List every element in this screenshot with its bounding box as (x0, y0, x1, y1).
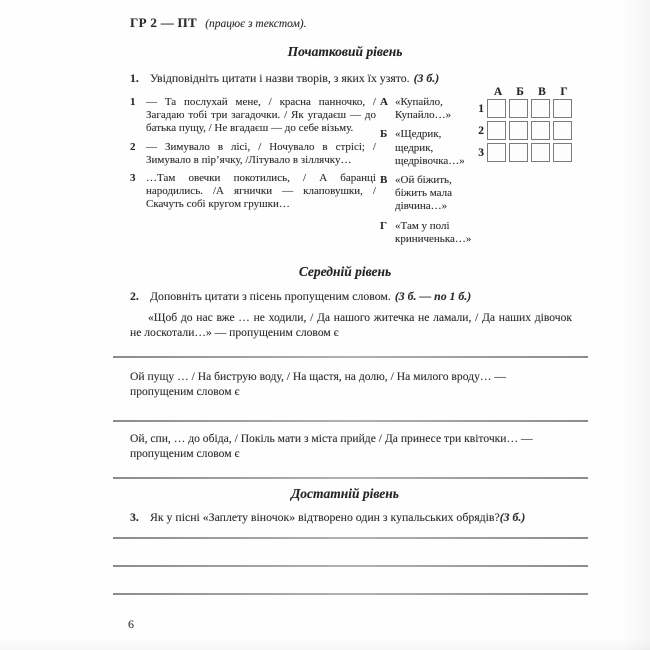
grid-col-label: Б (516, 86, 524, 98)
question-1-text: Увідповідніть цитати і назви творів, з яких їх узято. (150, 71, 410, 85)
option-text: «Там у полі криниченька…» (395, 219, 472, 245)
quote-list (130, 96, 376, 217)
answer-cell[interactable] (553, 99, 572, 118)
question-1 (130, 71, 585, 86)
option-text: «Купайло, Купайло…» (395, 96, 452, 122)
answer-grid-row (472, 143, 575, 162)
section-heading-initial: Початковий рівень (287, 44, 403, 59)
quote-text: …Там овечки покотились, / А баранці народились. /А ягнички — клаповушки, / Скачуть собі кругом грушки… (146, 172, 376, 211)
answer-line[interactable] (113, 565, 588, 567)
option-item (380, 174, 474, 214)
quote-number: 2 (130, 140, 136, 153)
question-3 (130, 510, 585, 525)
header-code: ГР 2 — ПТ (130, 15, 197, 30)
answer-cell[interactable] (509, 99, 528, 118)
quote-number: 1 (130, 96, 136, 108)
quote-item (130, 172, 376, 212)
question-3-text: Як у пісні «Заплету віночок» відтворено один з купальських обрядів? (150, 510, 500, 524)
question-2-text: Доповніть цитати з пісень пропущеним словом. (150, 289, 391, 303)
quote-item (130, 96, 376, 136)
answer-cell[interactable] (531, 143, 550, 162)
quote-text: — Та послухай мене, / красна панночко, / Загадаю тобі три загадочки. / Як угадаєш — до батька пущу, / Не вгадаєш — до себе візьму. (146, 96, 376, 135)
option-list (380, 96, 474, 252)
grid-col-label: Г (560, 86, 568, 98)
answer-cell[interactable] (553, 143, 572, 162)
answer-cell[interactable] (553, 121, 572, 140)
grid-row-label: 1 (478, 102, 484, 115)
section-heading-middle: Середній рівень (298, 264, 392, 279)
option-text: «Ой біжить, біжить мала дівчина…» (395, 174, 452, 213)
quote-text: — Зимувало в лісі, / Ночувало в стрісі; / Зимувало в пір’ячку, /Літувало в зіллячку… (146, 140, 376, 166)
q2-quote-1: «Щоб до нас вже … не ходили, / Да нашого житечка не ламали, / Да наших дівочок не лоскотали…» — пропущеним словом є (130, 311, 572, 339)
question-2-number: 2. (130, 289, 139, 303)
quote-number: 3 (130, 172, 136, 185)
question-3-number: 3. (130, 510, 139, 524)
q2-quote-2: Ой пущу … / На биструю воду, / На щастя, на долю, / На милого вроду… — пропущеним словом є (130, 370, 506, 398)
section-heading-sufficient: Достатній рівень (291, 486, 399, 501)
grid-row-label: 3 (478, 146, 484, 159)
option-text: «Щедрик, щедрик, щедрівочка…» (395, 128, 465, 167)
answer-grid-row (472, 121, 575, 140)
answer-grid (472, 86, 575, 165)
answer-cell[interactable] (487, 99, 506, 118)
option-letter: Г (380, 219, 387, 232)
question-1-points: (3 б.) (413, 71, 440, 85)
option-letter: В (380, 174, 388, 187)
grid-row-label: 2 (478, 124, 484, 137)
answer-cell[interactable] (531, 121, 550, 140)
answer-line[interactable] (113, 356, 588, 358)
header (130, 15, 307, 31)
answer-line[interactable] (113, 593, 588, 595)
answer-cell[interactable] (531, 99, 550, 118)
q2-quote-3: Ой, спи, … до обіда, / Покіль мати з міста прийде / Да принесе три квіточки… — пропущеним словом є (130, 432, 533, 460)
quote-item (130, 141, 376, 167)
answer-cell[interactable] (487, 143, 506, 162)
header-note: (працює з текстом). (205, 18, 307, 30)
grid-col-label: В (538, 86, 546, 98)
answer-line[interactable] (113, 537, 588, 539)
option-item (380, 220, 474, 246)
answer-grid-row (472, 99, 575, 118)
question-1-number: 1. (130, 71, 139, 85)
option-item (380, 96, 474, 122)
answer-grid-header (487, 86, 575, 98)
option-letter: Б (380, 128, 388, 141)
answer-cell[interactable] (487, 121, 506, 140)
grid-col-label: А (493, 86, 503, 98)
question-2-points: (3 б. — по 1 б.) (394, 289, 472, 303)
answer-line[interactable] (113, 420, 588, 422)
answer-line[interactable] (113, 477, 588, 479)
question-2 (130, 289, 585, 304)
answer-cell[interactable] (509, 121, 528, 140)
option-item (380, 128, 474, 168)
option-letter: А (380, 96, 388, 108)
page-number: 6 (128, 617, 134, 631)
question-3-points: (3 б.) (499, 510, 526, 524)
answer-cell[interactable] (509, 143, 528, 162)
